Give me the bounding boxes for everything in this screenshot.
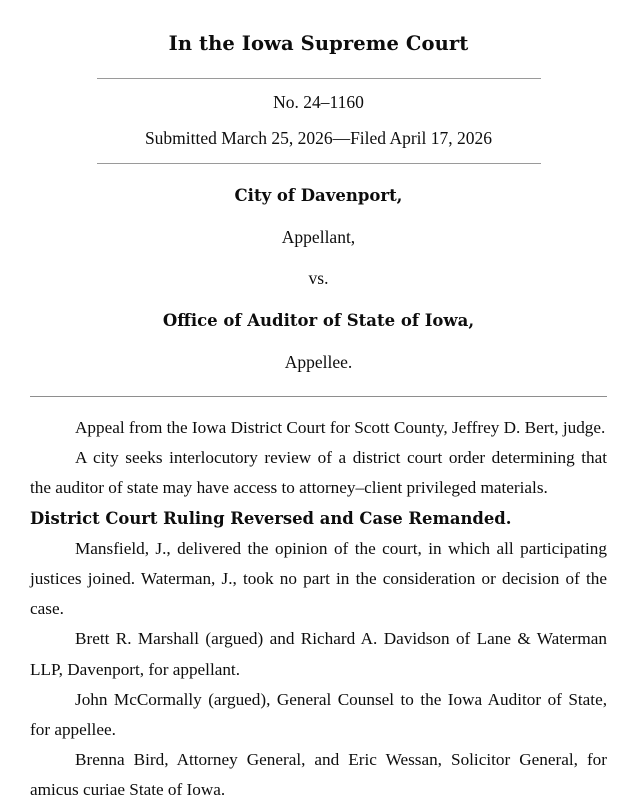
caption-spacer	[30, 373, 607, 396]
holding-statement: District Court Ruling Reversed and Case Remanded.	[30, 508, 512, 528]
opinion-body	[30, 397, 607, 806]
paragraph-counsel-amicus: Brenna Bird, Attorney General, and Eric Wessan, Solicitor General, for amicus curiae State of Iowa.	[30, 750, 607, 800]
appellee-role-label: Appellee.	[284, 352, 353, 373]
paragraph-appeal-from: Appeal from the Iowa District Court for Scott County, Jeffrey D. Bert, judge.	[75, 418, 606, 438]
appellee-party-name: Office of Auditor of State of Iowa,	[162, 311, 475, 331]
appellant-role-label: Appellant,	[281, 227, 356, 248]
paragraph-opinion-author: Mansfield, J., delivered the opinion of the court, in which all participating justices joined. Waterman, J., took no part in the consideration or decision of the case.	[30, 538, 607, 619]
synopsis-text: A city seeks interlocutory review of a district court order determining that the auditor of state may have access to attorney–client privileged materials.	[30, 448, 607, 498]
case-number-block	[30, 79, 607, 149]
case-number: No. 24–1160	[273, 92, 364, 113]
court-title: In the Iowa Supreme Court	[168, 32, 469, 55]
paragraph-synopsis	[30, 443, 607, 534]
submitted-filed-dates: Submitted March 25, 2026—Filed April 17, 2026	[144, 128, 493, 149]
case-caption	[30, 164, 607, 373]
paragraph-counsel-appellee: John McCormally (argued), General Counsel to the Iowa Auditor of State, for appellee.	[30, 689, 607, 740]
paragraph-counsel-appellant: Brett R. Marshall (argued) and Richard A. Davidson of Lane & Waterman LLP, Davenport, for appellant.	[30, 629, 607, 679]
versus-label: vs.	[308, 268, 329, 289]
appellant-party-name: City of Davenport,	[234, 186, 403, 206]
